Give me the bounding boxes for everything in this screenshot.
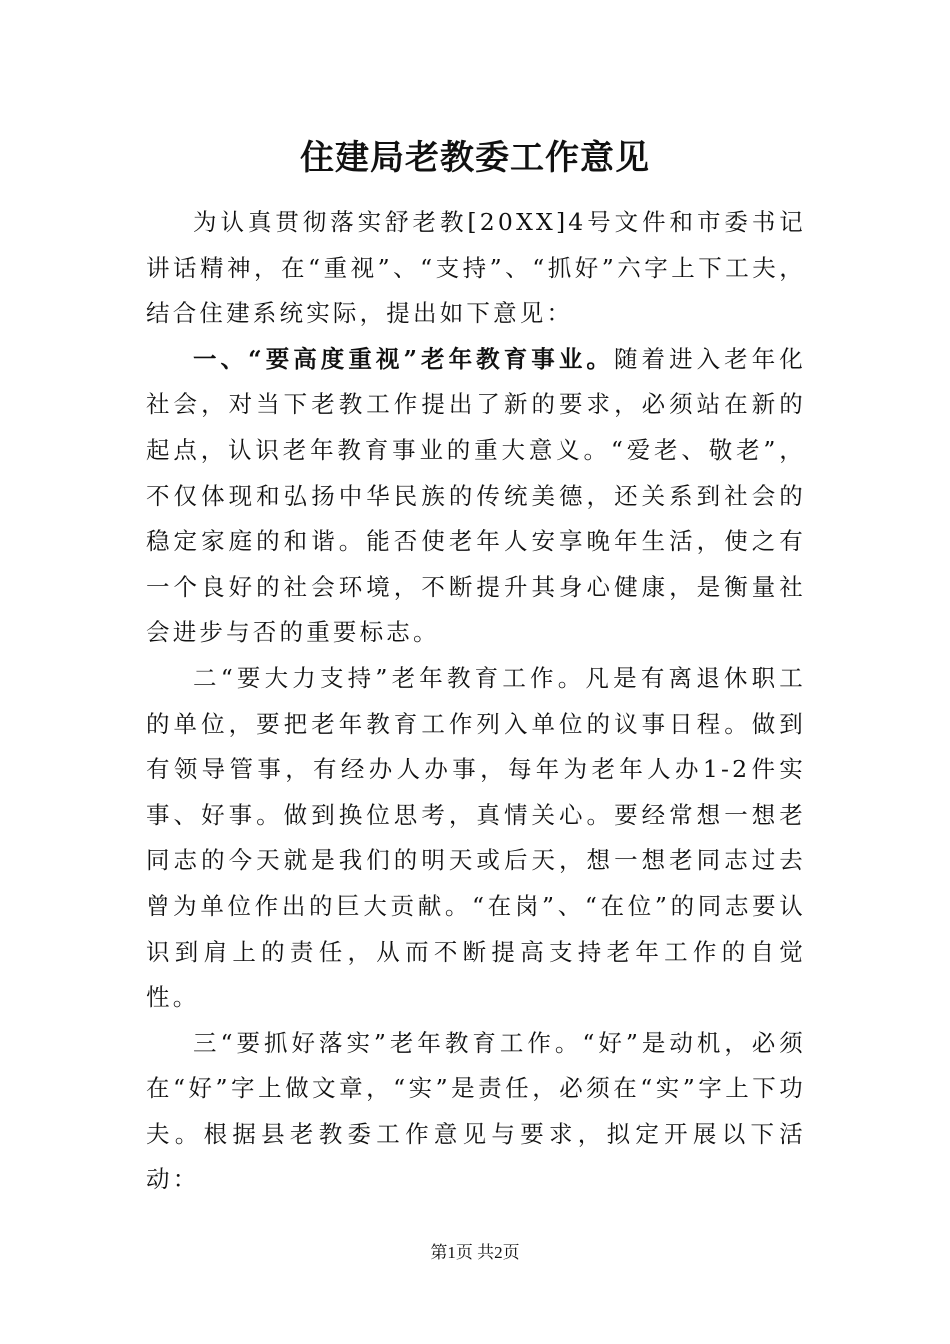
paragraph-section-1: [146, 337, 806, 656]
section-1-text: 随着进入老年化社会，对当下老教工作提出了新的要求，必须站在新的起点，认识老年教育事业的重大意义。“爱老、敬老”，不仅体现和弘扬中华民族的传统美德，还关系到社会的稳定家庭的和谐。能否使老年人安享晚年生活，使之有一个良好的社会环境，不断提升其身心健康，是衡量社会进步与否的重要标志。: [146, 344, 806, 647]
page-title: 住建局老教委工作意见: [300, 138, 650, 178]
paragraph-section-2: [146, 656, 806, 1021]
section-1-heading: 一、“要高度重视”老年教育事业。: [193, 344, 614, 373]
section-2-text: 二“要大力支持”老年教育工作。凡是有离退休职工的单位，要把老年教育工作列入单位的议事日程。做到有领导管事，有经办人办事，每年为老年人办1-2件实事、好事。做到换位思考，真情关心。要经常想一想老同志的今天就是我们的明天或后天，想一想老同志过去曾为单位作出的巨大贡献。“在岗”、“在位”的同志要认识到肩上的责任，从而不断提高支持老年工作的自觉性。: [146, 663, 806, 1012]
paragraph-intro-text: 为认真贯彻落实舒老教[20XX]4号文件和市委书记讲话精神，在“重视”、“支持”、“抓好”六字上下工夫，结合住建系统实际，提出如下意见：: [146, 208, 806, 328]
section-3-text: 三“要抓好落实”老年教育工作。“好”是动机，必须在“好”字上做文章，“实”是责任，必须在“实”字上下功夫。根据县老教委工作意见与要求，拟定开展以下活动：: [146, 1028, 806, 1194]
document-body: [146, 200, 806, 1203]
paragraph-intro: [146, 200, 806, 337]
paragraph-section-3: [146, 1021, 806, 1203]
page-number-footer: 第1页 共2页: [430, 1243, 520, 1262]
